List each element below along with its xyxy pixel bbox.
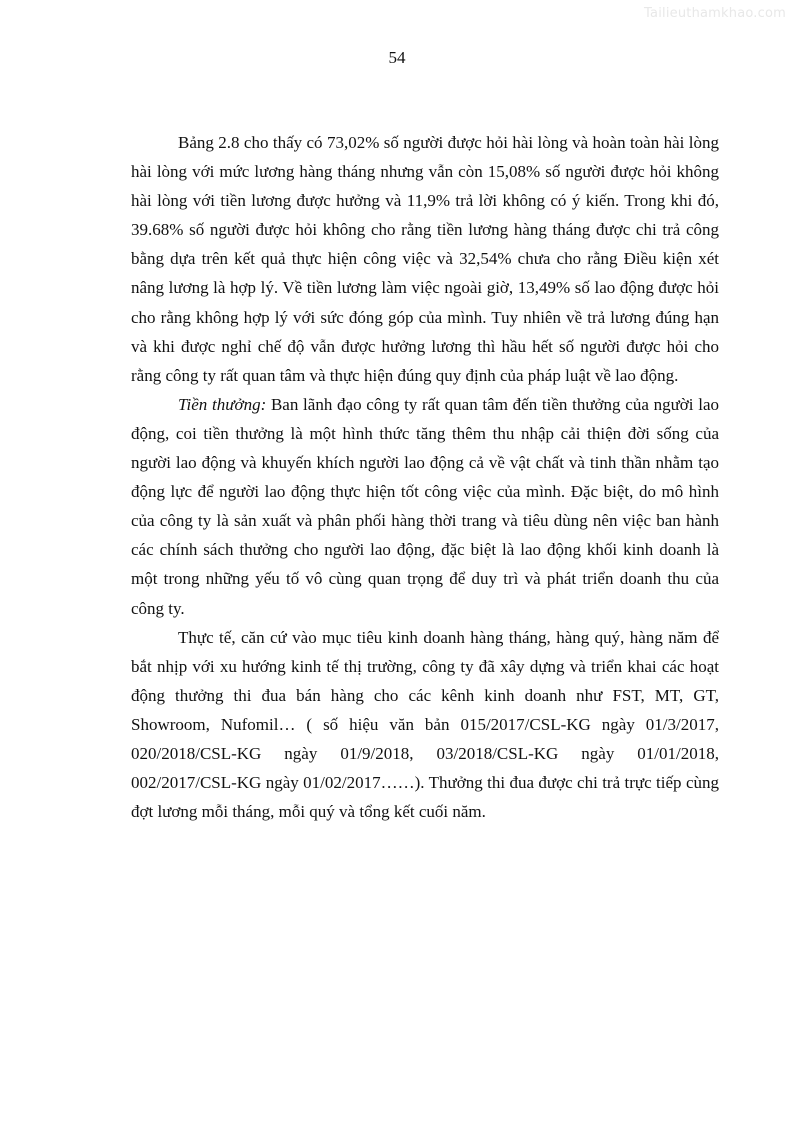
page-number: 54 xyxy=(388,48,406,67)
bonus-heading: Tiền thưởng: xyxy=(178,394,267,414)
paragraph-bonus xyxy=(131,390,719,623)
paragraph-sales-competition: Thực tế, căn cứ vào mục tiêu kinh doanh hàng tháng, hàng quý, hàng năm để bắt nhịp với xu hướng kinh tế thị trường, công ty đã xây dựng và triển khai các hoạt động thưởng thi đua bán hàng cho các kênh kinh doanh như FST, MT, GT, Showroom, Nufomil… ( số hiệu văn bản 015/2017/CSL-KG ngày 01/3/2017, 020/2018/CSL-KG ngày 01/9/2018, 03/2018/CSL-KG ngày 01/01/2018, 002/2017/CSL-KG ngày 01/02/2017……). Thưởng thi đua được chi trả trực tiếp cùng đợt lương mỗi tháng, mỗi quý và tổng kết cuối năm. xyxy=(131,627,719,822)
paragraph-salary-survey: Bảng 2.8 cho thấy có 73,02% số người được hỏi hài lòng và hoàn toàn hài lòng hài lòng với mức lương hàng tháng nhưng vẫn còn 15,08% số người được hỏi không hài lòng với tiền lương được hưởng và 11,9% trả lời không có ý kiến. Trong khi đó, 39.68% số người được hỏi không cho rằng tiền lương hàng tháng được chi trả công bằng dựa trên kết quả thực hiện công việc và 32,54% chưa cho rằng Điều kiện xét nâng lương là hợp lý. Về tiền lương làm việc ngoài giờ, 13,49% số lao động được hỏi cho rằng không hợp lý với sức đóng góp của mình. Tuy nhiên về trả lương đúng hạn và khi được nghỉ chế độ vẫn được hưởng lương thì hầu hết số người được hỏi cho rằng công ty rất quan tâm và thực hiện đúng quy định của pháp luật về lao động. xyxy=(131,133,719,385)
bonus-text: Ban lãnh đạo công ty rất quan tâm đến tiền thưởng của người lao động, coi tiền thưởng là một hình thức tăng thêm thu nhập cải thiện đời sống của người lao động và khuyến khích người lao động cả về vật chất và tinh thần nhằm tạo động lực để người lao động thực hiện tốt công việc của mình. Đặc biệt, do mô hình của công ty là sản xuất và phân phối hàng thời trang và tiêu dùng nên việc ban hành các chính sách thưởng cho người lao động, đặc biệt là lao động khối kinh doanh là một trong những yếu tố vô cùng quan trọng để duy trì và phát triển doanh thu của công ty. xyxy=(131,394,719,618)
watermark-text: Tailieuthamkhao.com xyxy=(644,6,786,21)
document-body xyxy=(131,128,719,826)
